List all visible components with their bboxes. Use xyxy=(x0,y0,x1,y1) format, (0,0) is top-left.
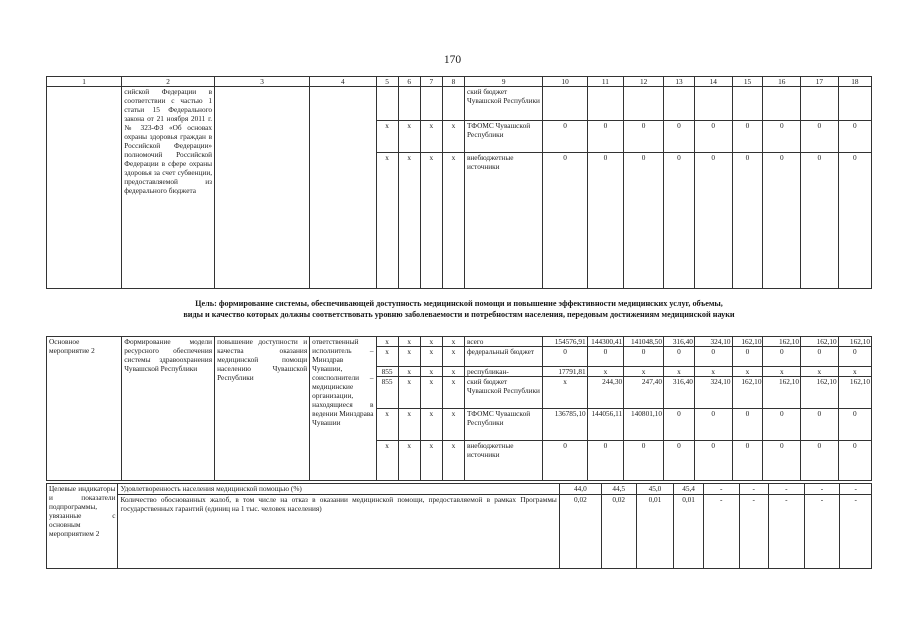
col-number: 12 xyxy=(624,77,664,87)
code-cell: x xyxy=(442,367,464,377)
goal-line: Цель: формирование системы, обеспечивающей доступность медицинской помощи и повышение эффективности медицинских услуг, объемы, xyxy=(195,299,723,308)
value-cell: 162,10 xyxy=(763,377,801,409)
indicator-name: Количество обоснованных жалоб, в том числе на отказ в оказании медицинской помощи, предоставляемой в рамках Программы государственных гарантий (единиц на 1 тыс. человек населения) xyxy=(118,495,559,569)
column-number-row xyxy=(47,77,872,87)
value-cell: 136785,10 xyxy=(543,409,587,441)
value-cell: 17791,81 xyxy=(543,367,587,377)
value-cell: 0 xyxy=(732,153,763,289)
funding-source: ТФОМС Чувашской Республики xyxy=(464,121,543,153)
value-cell: 0 xyxy=(663,347,694,367)
value-cell: 324,10 xyxy=(694,377,732,409)
value-cell: x xyxy=(587,367,623,377)
value-cell: 154576,91 xyxy=(543,337,587,347)
value-cell: 0 xyxy=(732,347,763,367)
value-cell: 0 xyxy=(801,121,839,153)
value-cell: 0 xyxy=(801,441,839,481)
value-cell xyxy=(838,87,871,121)
code-cell: x xyxy=(442,121,464,153)
value-cell: 0 xyxy=(763,347,801,367)
value-cell: 0 xyxy=(838,121,871,153)
value-cell: 316,40 xyxy=(663,377,694,409)
value-cell: 141048,50 xyxy=(624,337,664,347)
value-cell: 45,4 xyxy=(674,484,703,495)
value-cell: 0 xyxy=(663,409,694,441)
value-cell: 0 xyxy=(694,347,732,367)
value-cell: - xyxy=(768,484,804,495)
col-number: 18 xyxy=(838,77,871,87)
col-number: 15 xyxy=(732,77,763,87)
value-cell: 0 xyxy=(663,121,694,153)
code-cell: x xyxy=(398,441,420,481)
col-number: 9 xyxy=(464,77,543,87)
value-cell: 0 xyxy=(732,121,763,153)
col-number: 1 xyxy=(47,77,122,87)
funding-source: ский бюджет Чувашской Республики xyxy=(464,377,543,409)
indicator-name: Удовлетворенность населения медицинской помощью (%) xyxy=(118,484,559,495)
funding-source: внебюджетные источники xyxy=(464,441,543,481)
value-cell: 144300,41 xyxy=(587,337,623,347)
value-cell: x xyxy=(694,367,732,377)
value-cell: 44,0 xyxy=(559,484,601,495)
col-number: 17 xyxy=(801,77,839,87)
col-number: 7 xyxy=(420,77,442,87)
target-indicators-label: Целевые индикаторы и показатели подпрограммы, увязанные с основным мероприятием 2 xyxy=(47,484,118,569)
value-cell: 0 xyxy=(763,153,801,289)
value-cell: 0 xyxy=(543,441,587,481)
value-cell: 0 xyxy=(587,153,623,289)
value-cell: 0,01 xyxy=(636,495,674,569)
value-cell: 247,40 xyxy=(624,377,664,409)
code-cell: x xyxy=(398,153,420,289)
funding-source: всего xyxy=(464,337,543,347)
value-cell: 0 xyxy=(732,441,763,481)
value-cell: - xyxy=(804,484,840,495)
funding-table-event2 xyxy=(46,336,872,481)
value-cell: - xyxy=(703,495,739,569)
col-number: 13 xyxy=(663,77,694,87)
code-cell: x xyxy=(398,337,420,347)
value-cell: x xyxy=(838,367,871,377)
col-number: 10 xyxy=(543,77,587,87)
code-cell: x xyxy=(398,409,420,441)
table-row xyxy=(47,484,872,495)
value-cell: x xyxy=(624,367,664,377)
code-cell: x xyxy=(376,337,398,347)
code-cell: x xyxy=(398,367,420,377)
value-cell: x xyxy=(732,367,763,377)
event-executor: ответственный исполнитель – Минздрав Чувашии, соисполнители – медицинские организации, находящиеся в ведении Минздрава Чувашии xyxy=(310,337,376,481)
table-row xyxy=(47,337,872,347)
event-description: сийской Федерации в соответствии с частью 1 статьи 15 Федерального закона от 21 ноября 2011 г. № 323-ФЗ «Об основах охраны здоровья граждан в Российской Федерации» полномочий Российской Федерации в сфере охраны здоровья за счет субвенции, предоставляемой из федерального бюджета xyxy=(122,87,215,289)
col-number: 6 xyxy=(398,77,420,87)
value-cell: x xyxy=(763,367,801,377)
value-cell xyxy=(543,87,587,121)
goal-heading xyxy=(46,298,872,320)
value-cell: 0 xyxy=(838,409,871,441)
value-cell: 162,10 xyxy=(838,337,871,347)
value-cell: - xyxy=(739,484,768,495)
code-cell: x xyxy=(420,441,442,481)
value-cell: 0 xyxy=(694,153,732,289)
value-cell: 0,01 xyxy=(674,495,703,569)
value-cell: 0 xyxy=(543,153,587,289)
code-cell: x xyxy=(398,121,420,153)
code-cell: x xyxy=(420,367,442,377)
value-cell: 0 xyxy=(587,441,623,481)
code-cell: x xyxy=(376,347,398,367)
value-cell: 0 xyxy=(801,347,839,367)
value-cell: 0 xyxy=(801,409,839,441)
value-cell: 0 xyxy=(838,347,871,367)
code-cell: x xyxy=(420,347,442,367)
code-cell xyxy=(376,87,398,121)
code-cell: x xyxy=(442,347,464,367)
code-cell xyxy=(442,87,464,121)
value-cell: 0 xyxy=(838,441,871,481)
value-cell: 0 xyxy=(838,153,871,289)
event-result: повышение доступности и качества оказания медицинской помощи населению Чувашской Республики xyxy=(215,337,310,481)
code-cell: x xyxy=(420,121,442,153)
value-cell xyxy=(624,87,664,121)
code-cell: x xyxy=(442,337,464,347)
target-indicators-table xyxy=(46,483,872,569)
value-cell: 45,0 xyxy=(636,484,674,495)
code-cell: x xyxy=(376,121,398,153)
value-cell: 162,10 xyxy=(801,337,839,347)
value-cell xyxy=(732,87,763,121)
col-number: 11 xyxy=(587,77,623,87)
value-cell: 316,40 xyxy=(663,337,694,347)
value-cell: 0 xyxy=(694,121,732,153)
funding-source: федеральный бюджет xyxy=(464,347,543,367)
table-row xyxy=(47,87,872,121)
value-cell: 0 xyxy=(694,409,732,441)
funding-source: ский бюджет Чувашской Республики xyxy=(464,87,543,121)
code-cell: 855 xyxy=(376,367,398,377)
empty-cell xyxy=(47,87,122,289)
value-cell: x xyxy=(801,367,839,377)
value-cell: 0 xyxy=(624,153,664,289)
value-cell: - xyxy=(703,484,739,495)
funding-source: ТФОМС Чувашской Республики xyxy=(464,409,543,441)
value-cell: - xyxy=(840,495,872,569)
page-number: 170 xyxy=(443,54,462,66)
code-cell: 855 xyxy=(376,377,398,409)
value-cell: 0 xyxy=(663,441,694,481)
value-cell: 0 xyxy=(801,153,839,289)
value-cell xyxy=(587,87,623,121)
value-cell: 0 xyxy=(624,441,664,481)
col-number: 3 xyxy=(215,77,310,87)
code-cell: x xyxy=(376,441,398,481)
value-cell: 0 xyxy=(763,409,801,441)
code-cell: x xyxy=(442,377,464,409)
code-cell: x xyxy=(442,153,464,289)
code-cell: x xyxy=(420,377,442,409)
value-cell: 0 xyxy=(587,347,623,367)
value-cell: 44,5 xyxy=(601,484,636,495)
empty-cell xyxy=(215,87,310,289)
value-cell xyxy=(763,87,801,121)
code-cell xyxy=(398,87,420,121)
value-cell: - xyxy=(804,495,840,569)
value-cell: 0 xyxy=(694,441,732,481)
funding-source: внебюджетные источники xyxy=(464,153,543,289)
code-cell xyxy=(420,87,442,121)
value-cell: - xyxy=(840,484,872,495)
col-number: 4 xyxy=(310,77,376,87)
value-cell: 0 xyxy=(624,347,664,367)
value-cell: 0 xyxy=(543,121,587,153)
value-cell: 324,10 xyxy=(694,337,732,347)
value-cell: 0 xyxy=(587,121,623,153)
value-cell: 0 xyxy=(763,441,801,481)
goal-line: виды и качество которых должны соответствовать уровню заболеваемости и потребностям населения, передовым достижениям медицинской науки xyxy=(183,310,735,319)
value-cell: 0 xyxy=(663,153,694,289)
code-cell: x xyxy=(420,153,442,289)
code-cell: x xyxy=(398,377,420,409)
value-cell: 244,30 xyxy=(587,377,623,409)
value-cell xyxy=(801,87,839,121)
event-label: Основное мероприятие 2 xyxy=(47,337,122,481)
value-cell xyxy=(694,87,732,121)
funding-source: республикан- xyxy=(464,367,543,377)
value-cell: 144056,11 xyxy=(587,409,623,441)
col-number: 5 xyxy=(376,77,398,87)
value-cell: 0,02 xyxy=(559,495,601,569)
code-cell: x xyxy=(442,409,464,441)
code-cell: x xyxy=(376,409,398,441)
empty-cell xyxy=(310,87,376,289)
value-cell: 0,02 xyxy=(601,495,636,569)
value-cell: 162,10 xyxy=(838,377,871,409)
value-cell: 162,10 xyxy=(732,337,763,347)
value-cell: - xyxy=(768,495,804,569)
value-cell: - xyxy=(739,495,768,569)
value-cell: x xyxy=(543,377,587,409)
value-cell: 0 xyxy=(763,121,801,153)
code-cell: x xyxy=(420,409,442,441)
value-cell xyxy=(663,87,694,121)
value-cell: 140801,10 xyxy=(624,409,664,441)
code-cell: x xyxy=(376,153,398,289)
value-cell: 0 xyxy=(732,409,763,441)
col-number: 2 xyxy=(122,77,215,87)
col-number: 8 xyxy=(442,77,464,87)
value-cell: 0 xyxy=(624,121,664,153)
code-cell: x xyxy=(398,347,420,367)
value-cell: 162,10 xyxy=(732,377,763,409)
value-cell: x xyxy=(663,367,694,377)
value-cell: 162,10 xyxy=(763,337,801,347)
table-row xyxy=(47,495,872,569)
event-name: Формирование модели ресурсного обеспечения системы здравоохранения Чувашской Республики xyxy=(122,337,215,481)
col-number: 16 xyxy=(763,77,801,87)
col-number: 14 xyxy=(694,77,732,87)
code-cell: x xyxy=(442,441,464,481)
value-cell: 162,10 xyxy=(801,377,839,409)
value-cell: 0 xyxy=(543,347,587,367)
code-cell: x xyxy=(420,337,442,347)
funding-table-top xyxy=(46,76,872,289)
